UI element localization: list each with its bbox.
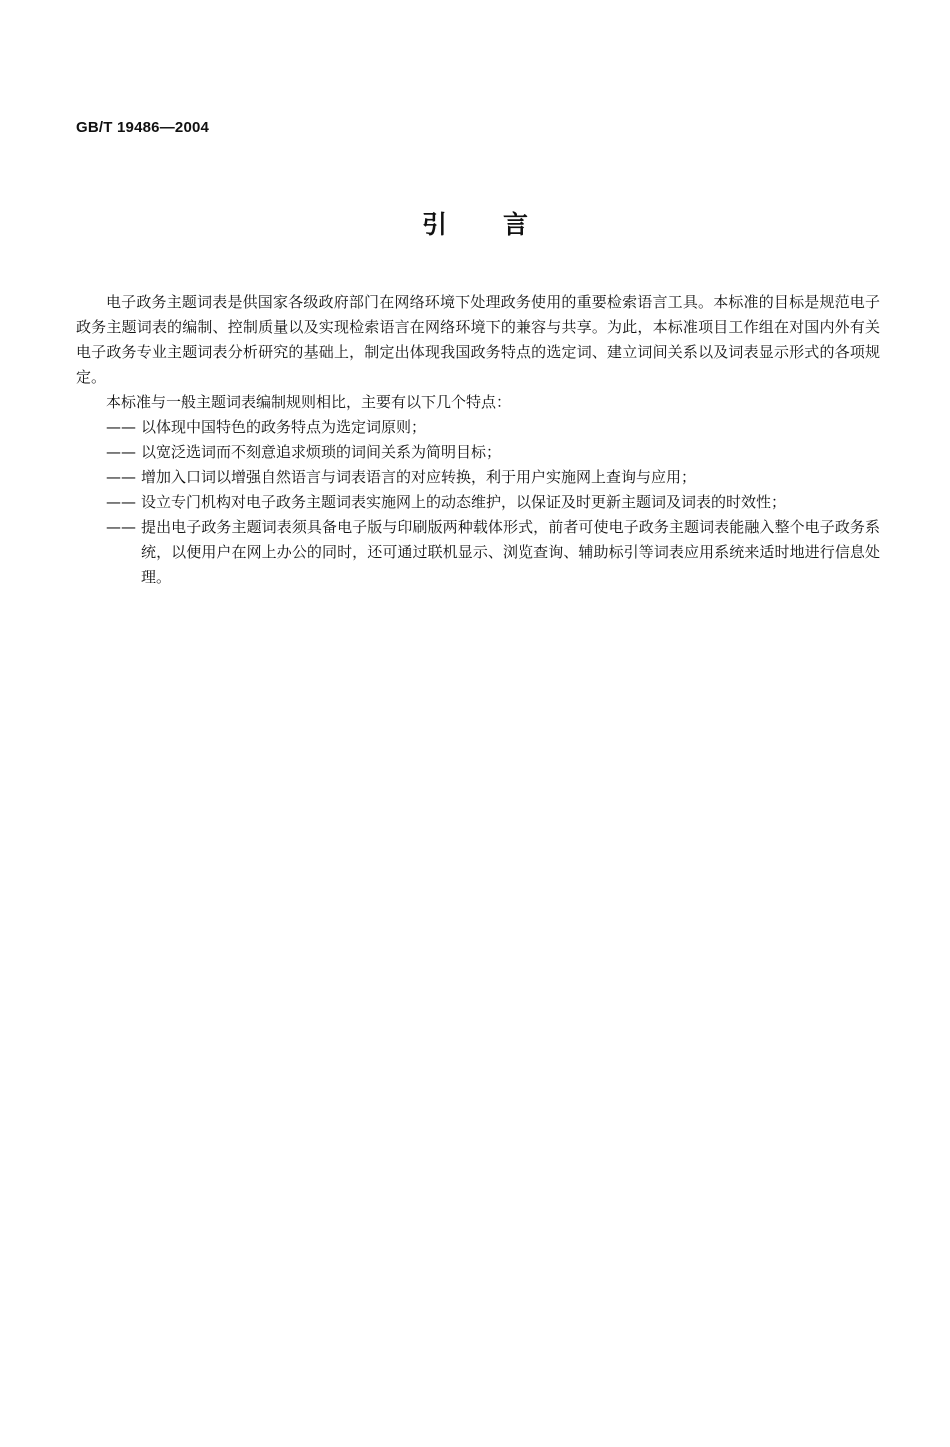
feature-list [76, 415, 880, 590]
feature-text: 提出电子政务主题词表须具备电子版与印刷版两种载体形式，前者可使电子政务主题词表能融入整个电子政务系统，以便用户在网上办公的同时，还可通过联机显示、浏览查询、辅助标引等词表应用系统来适时地进行信息处理。 [141, 518, 880, 586]
standard-number: GB/T 19486—2004 [76, 119, 210, 136]
list-dash: —— [106, 468, 136, 486]
feature-item [76, 490, 880, 515]
intro-paragraph: 电子政务主题词表是供国家各级政府部门在网络环境下处理政务使用的重要检索语言工具。本标准的目标是规范电子政务主题词表的编制、控制质量以及实现检索语言在网络环境下的兼容与共享。为此，本标准项目工作组在对国内外有关电子政务专业主题词表分析研究的基础上，制定出体现我国政务特点的选定词、建立词间关系以及词表显示形式的各项规定。 [76, 293, 880, 386]
feature-item [76, 465, 880, 490]
features-lead-paragraph: 本标准与一般主题词表编制规则相比，主要有以下几个特点： [106, 393, 512, 411]
feature-text: 设立专门机构对电子政务主题词表实施网上的动态维护，以保证及时更新主题词及词表的时效性； [141, 493, 787, 511]
list-dash: —— [106, 443, 136, 461]
feature-text: 以宽泛选词而不刻意追求烦琐的词间关系为简明目标； [141, 443, 502, 461]
feature-text: 以体现中国特色的政务特点为选定词原则； [141, 418, 427, 436]
feature-item [76, 440, 880, 465]
list-dash: —— [106, 518, 136, 536]
feature-text: 增加入口词以增强自然语言与词表语言的对应转换，利于用户实施网上查询与应用； [141, 468, 697, 486]
list-dash: —— [106, 418, 136, 436]
feature-item [76, 515, 880, 590]
list-dash: —— [106, 493, 136, 511]
section-heading: 引言 [421, 210, 584, 239]
introduction-body [76, 290, 880, 590]
feature-item [76, 415, 880, 440]
